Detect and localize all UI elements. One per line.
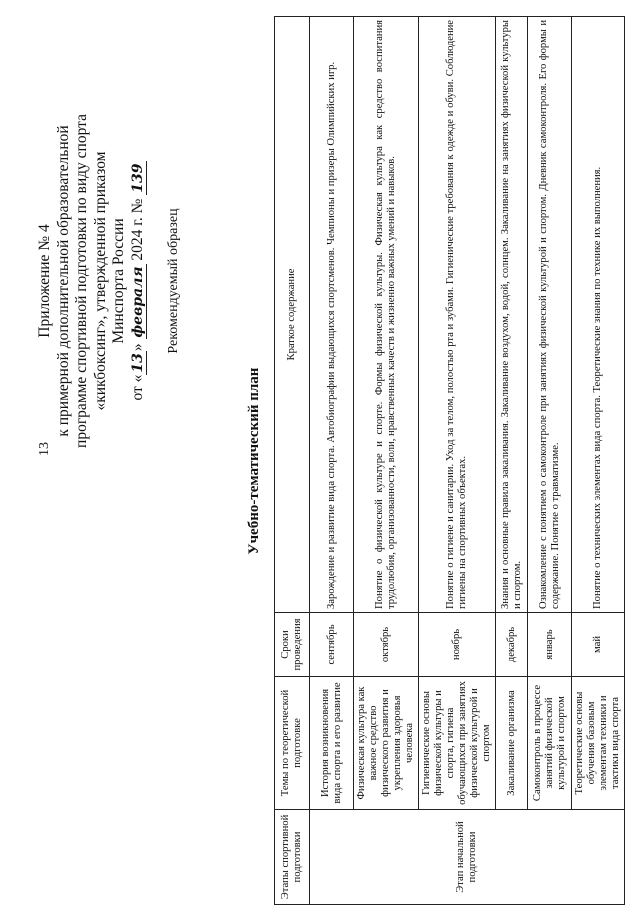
appendix-line: к примерной дополнительной образовательной — [54, 125, 72, 437]
period-cell: сентябрь — [310, 613, 354, 677]
topic-cell: Закаливание организма — [496, 677, 528, 810]
period-cell: май — [572, 613, 625, 677]
table-row — [419, 17, 496, 905]
appendix-line: «кикбоксинг», утвержденной приказом — [91, 151, 109, 411]
stage-cell: Этап начальной подготовки — [310, 810, 625, 905]
appendix-line: Минспорта России — [110, 218, 127, 344]
handwritten-order-number: 139 — [129, 163, 146, 193]
content-cell: Знания и основные правила закаливания. Закаливание воздухом, водой, солнцем. Закаливание на занятиях физической культуры и спортом. — [496, 17, 528, 613]
content-cell: Понятие о гигиене и санитарии. Уход за телом, полостью рта и зубами. Гигиенические требования к одежде и обуви. Соблюдение гигиены на спортивных объектах. — [419, 17, 496, 613]
date-prefix: от « — [128, 374, 146, 401]
period-cell: октябрь — [354, 613, 419, 677]
page-number: 13 — [37, 442, 52, 456]
date-separator: » — [128, 339, 146, 352]
table-row — [572, 17, 625, 905]
table-row — [310, 17, 354, 905]
header-content: Краткое содержание — [275, 17, 310, 613]
sample-note: Рекомендуемый образец — [166, 208, 181, 354]
topic-cell: Физическая культура как важное средство физического развития и укрепления здоровья человека — [354, 677, 419, 810]
content-cell: Ознакомление с понятием о самоконтроле при занятиях физической культурой и спортом. Дневник самоконтроля. Его формы и содержание. Понятие о травматизме. — [528, 17, 572, 613]
header-stage: Этапы спортивной подготовки — [275, 810, 310, 905]
appendix-header — [36, 46, 184, 516]
header-topic: Темы по теоретической подготовке — [275, 677, 310, 810]
plan-title: Учебно-тематический план — [246, 367, 262, 555]
period-cell: декабрь — [496, 613, 528, 677]
content-cell: Зарождение и развитие вида спорта. Автобиографии выдающихся спортсменов. Чемпионы и призеры Олимпийских игр. — [310, 17, 354, 613]
appendix-title: Приложение № 4 — [36, 224, 53, 338]
table-header-row — [275, 17, 310, 905]
plan-table — [274, 16, 625, 905]
topic-cell: Теоретические основы обучения базовым элементам техники и тактики вида спорта — [572, 677, 625, 810]
topic-cell: История возникновения вида спорта и его развитие — [310, 677, 354, 810]
table-row — [528, 17, 572, 905]
date-year: 2024 г. № — [128, 194, 146, 265]
header-period: Сроки проведения — [275, 613, 310, 677]
handwritten-month: февраля — [129, 266, 146, 338]
topic-cell: Гигиенические основы физической культуры и спорта, гигиена обучающихся при занятиях физической культурой и спортом — [419, 677, 496, 810]
table-row — [496, 17, 528, 905]
period-cell: январь — [528, 613, 572, 677]
topic-cell: Самоконтроль в процессе занятий физической культурой и спортом — [528, 677, 572, 810]
handwritten-day: 13 — [129, 353, 146, 373]
order-date-line — [129, 46, 148, 516]
appendix-line: программе спортивной подготовки по виду спорта — [73, 114, 90, 448]
table-row — [354, 17, 419, 905]
content-cell: Понятие о физической культуре и спорте. Формы физической культуры. Физическая культура как средство воспитания трудолюбия, организованности, воли, нравственных качеств и жизненно важных умений и навыков. — [354, 17, 419, 613]
period-cell: ноябрь — [419, 613, 496, 677]
content-cell: Понятие о технических элементах вида спорта. Теоретические знания по технике их выполнения. — [572, 17, 625, 613]
